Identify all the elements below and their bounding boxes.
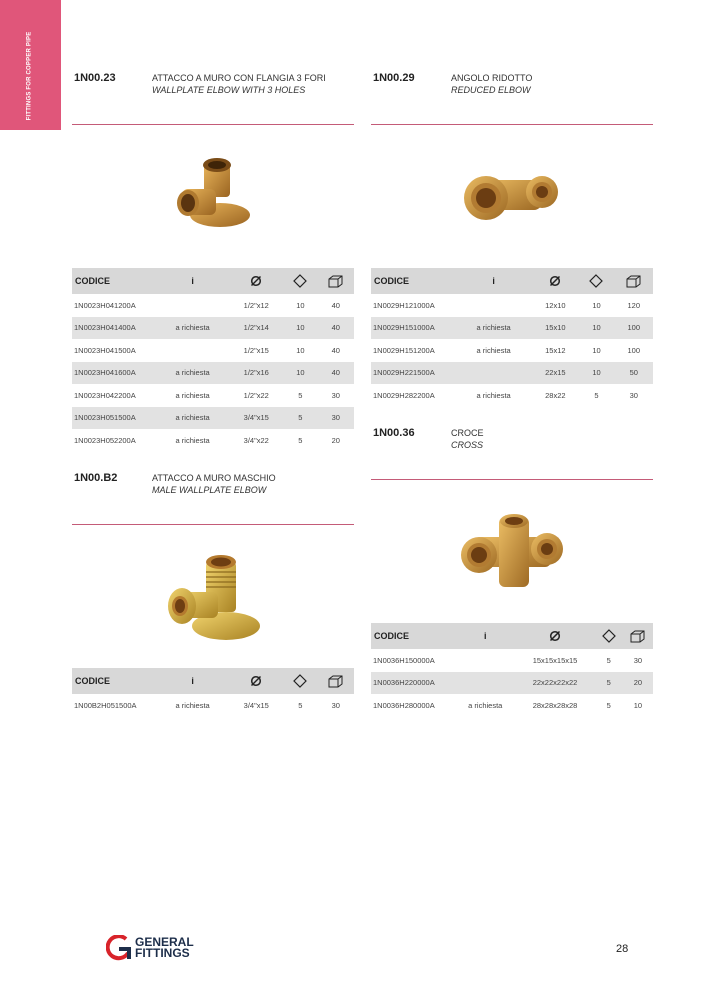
cell-code: 1N0023H041500A — [74, 345, 136, 355]
product-title — [451, 72, 532, 96]
cell-box: 5 — [283, 407, 317, 430]
cell-note — [156, 339, 229, 362]
cell-code: 1N0036H220000A — [371, 672, 455, 695]
header-box-qty — [283, 668, 317, 694]
cell-box: 10 — [296, 345, 305, 355]
table-row — [371, 384, 653, 407]
header-diameter — [229, 268, 283, 294]
box-icon — [626, 275, 641, 288]
cell-pack: 40 — [318, 317, 354, 340]
product-table — [72, 668, 354, 717]
box-icon — [328, 675, 343, 688]
table-row — [72, 362, 354, 385]
header-info: i — [455, 623, 516, 649]
cell-box: 10 — [592, 300, 601, 310]
cell-box: 10 — [578, 317, 614, 340]
cell-note: a richiesta — [175, 700, 210, 710]
table-row — [72, 429, 354, 452]
diamond-icon — [293, 274, 307, 288]
cell-box: 10 — [592, 345, 601, 355]
cell-note: a richiesta — [175, 390, 210, 400]
cell-size: 15x10 — [532, 317, 578, 340]
product-section-1n0036 — [371, 427, 653, 717]
table-row — [371, 317, 653, 340]
cell-pack: 30 — [331, 700, 340, 710]
cell-code: 1N0023H042200A — [74, 390, 136, 400]
cell-code: 1N0029H121000A — [373, 300, 435, 310]
logo-line-1: GENERAL — [135, 935, 194, 949]
header-box-qty — [595, 623, 623, 649]
cell-size: 3/4"x15 — [229, 407, 283, 430]
cell-note — [455, 294, 532, 317]
cell-note: a richiesta — [175, 435, 210, 445]
header-codice: CODICE — [72, 668, 156, 694]
cell-box: 5 — [606, 700, 611, 710]
cell-code: 1N0029H151000A — [371, 317, 455, 340]
product-photo — [371, 128, 653, 268]
header-pack-qty — [318, 668, 354, 694]
table-row — [371, 294, 653, 317]
diamond-icon — [602, 629, 616, 643]
cell-code: 1N0029H221500A — [371, 362, 455, 385]
logo-mark-icon — [106, 935, 132, 963]
cell-pack: 30 — [633, 655, 643, 665]
header-box-qty — [578, 268, 614, 294]
table-row — [72, 294, 354, 317]
cell-pack: 30 — [331, 390, 340, 400]
cell-pack: 120 — [627, 300, 641, 310]
cell-note: a richiesta — [476, 390, 511, 400]
diameter-icon — [250, 275, 262, 287]
cell-note: a richiesta — [156, 407, 229, 430]
product-title — [152, 472, 276, 496]
cell-code: 1N0029H282200A — [373, 390, 435, 400]
cell-box: 5 — [298, 435, 303, 445]
cell-note: a richiesta — [156, 317, 229, 340]
product-table — [371, 623, 653, 717]
table-row — [371, 339, 653, 362]
header-info: i — [156, 668, 229, 694]
cell-pack: 20 — [623, 672, 653, 695]
title-italian: CROCE — [451, 428, 484, 438]
cell-size: 1/2"x14 — [229, 317, 283, 340]
diameter-icon — [549, 630, 561, 642]
product-code: 1N00.29 — [373, 72, 415, 84]
product-table — [371, 268, 653, 407]
cell-box: 5 — [595, 672, 623, 695]
table-row — [371, 649, 653, 672]
cell-code: 1N0023H052200A — [74, 435, 136, 445]
cell-box: 5 — [594, 390, 599, 400]
cell-size: 12x10 — [545, 300, 566, 310]
header-info: i — [455, 268, 532, 294]
logo-wordmark — [135, 937, 194, 959]
product-code: 1N00.36 — [373, 427, 415, 439]
header-diameter — [229, 668, 283, 694]
cell-note: a richiesta — [476, 345, 511, 355]
title-italian: ANGOLO RIDOTTO — [451, 73, 533, 83]
title-english: WALLPLATE ELBOW WITH 3 HOLES — [152, 85, 306, 95]
product-section-1n00b2 — [72, 472, 354, 717]
cell-size: 28x22 — [545, 390, 566, 400]
cell-size: 22x22x22x22 — [516, 672, 595, 695]
page-number: 28 — [616, 943, 629, 955]
header-diameter — [516, 623, 595, 649]
header-box-qty — [283, 268, 317, 294]
box-icon — [328, 275, 343, 288]
cell-code: 1N0023H041400A — [72, 317, 156, 340]
cell-box: 5 — [298, 390, 303, 400]
product-section-1n0023 — [72, 72, 354, 452]
cell-code: 1N0029H151200A — [373, 345, 435, 355]
section-rule — [371, 124, 653, 125]
section-rule — [72, 124, 354, 125]
product-section-1n0029 — [371, 72, 653, 407]
header-pack-qty — [615, 268, 653, 294]
table-row — [72, 694, 354, 717]
cell-size: 1/2"x16 — [229, 362, 283, 385]
cell-box: 5 — [606, 655, 611, 665]
product-photo — [72, 128, 354, 268]
header-diameter — [532, 268, 578, 294]
cell-pack: 20 — [331, 435, 340, 445]
header-pack-qty — [623, 623, 653, 649]
cell-note: a richiesta — [468, 700, 503, 710]
section-rule — [72, 524, 354, 525]
side-tab — [0, 0, 61, 130]
product-code: 1N00.B2 — [74, 472, 118, 484]
diamond-icon — [293, 674, 307, 688]
cell-note — [455, 649, 516, 672]
cell-pack: 40 — [331, 345, 340, 355]
wallplate-elbow-image — [168, 153, 258, 243]
title-english: REDUCED ELBOW — [451, 85, 531, 95]
header-pack-qty — [318, 268, 354, 294]
cell-code: 1N0036H150000A — [373, 655, 435, 665]
cell-pack: 10 — [633, 700, 643, 710]
cell-code: 1N0036H280000A — [373, 700, 435, 710]
cell-pack: 50 — [615, 362, 653, 385]
diameter-icon — [250, 675, 262, 687]
cell-size: 15x12 — [545, 345, 566, 355]
cell-pack: 30 — [318, 407, 354, 430]
cell-size: 3/4"x15 — [243, 700, 269, 710]
cell-box: 5 — [298, 700, 303, 710]
cell-code: 1N0023H041200A — [74, 300, 136, 310]
cell-pack: 100 — [615, 317, 653, 340]
cell-note: a richiesta — [156, 362, 229, 385]
cell-note — [156, 294, 229, 317]
box-icon — [630, 630, 645, 643]
cell-code: 1N00B2H051500A — [74, 700, 137, 710]
reduced-elbow-image — [462, 168, 562, 228]
diamond-icon — [589, 274, 603, 288]
cell-size: 22x15 — [532, 362, 578, 385]
table-row — [72, 339, 354, 362]
general-fittings-logo — [106, 935, 194, 968]
product-code: 1N00.23 — [74, 72, 116, 84]
cell-code: 1N0023H051500A — [72, 407, 156, 430]
header-codice: CODICE — [72, 268, 156, 294]
cell-size: 3/4"x22 — [243, 435, 269, 445]
cell-note — [455, 672, 516, 695]
cell-pack: 40 — [331, 300, 340, 310]
cell-box: 10 — [578, 362, 614, 385]
cell-size: 28x28x28x28 — [532, 700, 578, 710]
cell-size: 1/2"x15 — [243, 345, 269, 355]
cell-pack: 100 — [627, 345, 641, 355]
title-italian: ATTACCO A MURO MASCHIO — [152, 473, 276, 483]
cell-pack: 40 — [318, 362, 354, 385]
cell-code: 1N0023H041600A — [72, 362, 156, 385]
product-table — [72, 268, 354, 452]
cell-size: 1/2"x12 — [243, 300, 269, 310]
cross-fitting-image — [457, 513, 567, 593]
table-row — [72, 384, 354, 407]
table-row — [72, 407, 354, 430]
logo-line-2: FITTINGS — [135, 946, 190, 960]
product-title — [451, 427, 484, 451]
cell-note: a richiesta — [455, 317, 532, 340]
male-wallplate-elbow-image — [158, 548, 268, 648]
table-row — [371, 694, 653, 717]
cell-size: 1/2"x22 — [243, 390, 269, 400]
title-english: MALE WALLPLATE ELBOW — [152, 485, 267, 495]
table-row — [371, 672, 653, 695]
diameter-icon — [549, 275, 561, 287]
title-italian: ATTACCO A MURO CON FLANGIA 3 FORI — [152, 73, 326, 83]
table-row — [72, 317, 354, 340]
cell-box: 10 — [283, 362, 317, 385]
product-photo — [72, 528, 354, 668]
title-english: CROSS — [451, 440, 484, 450]
cell-box: 10 — [296, 300, 305, 310]
cell-note — [455, 362, 532, 385]
section-rule — [371, 479, 653, 480]
cell-size: 15x15x15x15 — [532, 655, 578, 665]
cell-box: 10 — [283, 317, 317, 340]
side-tab-label: FITTINGS FOR COPPER PIPE — [26, 31, 33, 121]
header-codice: CODICE — [371, 268, 455, 294]
header-codice: CODICE — [371, 623, 455, 649]
cell-pack: 30 — [629, 390, 638, 400]
header-info: i — [156, 268, 229, 294]
product-photo — [371, 483, 653, 623]
table-row — [371, 362, 653, 385]
product-title — [152, 72, 326, 96]
